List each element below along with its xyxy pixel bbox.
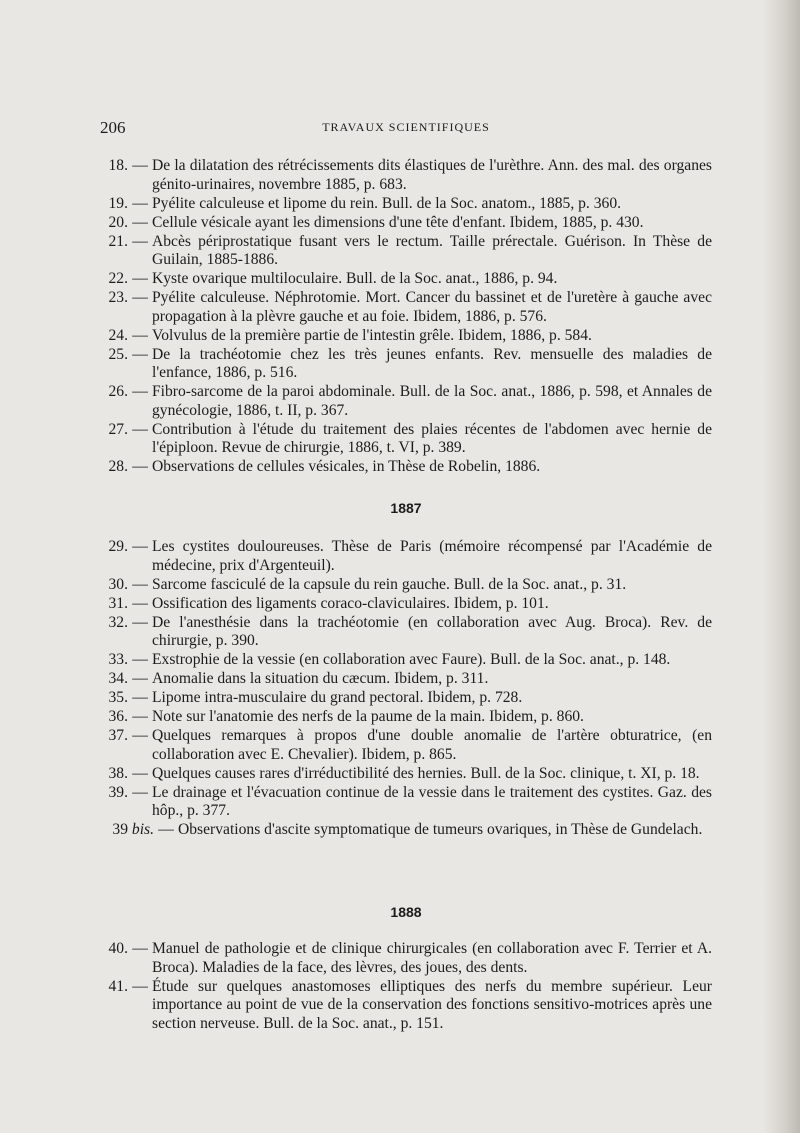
bibliography-entry [100, 289, 712, 326]
entry-number: 21. [108, 232, 128, 250]
entry-text: Observations de cellules vésicales, in Thèse de Robelin, 1886. [152, 458, 541, 475]
entry-text: Volvulus de la première partie de l'intestin grêle. Ibidem, 1886, p. 584. [152, 326, 592, 344]
entry-text: Exstrophie de la vessie (en collaboration avec Faure). Bull. de la Soc. anat., p. 148. [152, 651, 671, 668]
entry-dash: — [132, 194, 148, 212]
entry-dash: — [132, 420, 148, 438]
entry-text: Note sur l'anatomie des nerfs de la paume de la main. Ibidem, p. 860. [152, 708, 584, 725]
bibliography-entry [100, 270, 712, 289]
entry-text: Sarcome fasciculé de la capsule du rein gauche. Bull. de la Soc. anat., p. 31. [152, 575, 627, 593]
entry-number: 39. [108, 783, 128, 801]
entry-dash: — [132, 289, 148, 306]
entry-dash: — [132, 651, 148, 668]
bibliography-entry [100, 708, 712, 727]
entry-dash: — [132, 538, 148, 555]
entry-text: Quelques remarques à propos d'une double anomalie de l'artère obturatrice, (en collaboration avec E. Chevalier). Ibidem, p. 865. [152, 727, 712, 763]
entry-text: Observations d'ascite symptomatique de tumeurs ovariques, in Thèse de Gundelach. [178, 821, 703, 838]
publications-list-1888 [100, 940, 712, 1034]
entry-dash: — [132, 727, 148, 744]
entry-dash: — [132, 326, 148, 344]
entry-number: 30. [108, 575, 128, 593]
entry-dash: — [132, 345, 148, 363]
bibliography-entry [100, 651, 712, 670]
entry-number: 36. [108, 708, 128, 725]
entry-text: Pyélite calculeuse. Néphrotomie. Mort. Cancer du bassinet et de l'uretère à gauche avec propagation à la plèvre gauche et au foie. Ibidem, 1886, p. 576. [152, 289, 712, 325]
entry-text: Anomalie dans la situation du cæcum. Ibidem, p. 311. [152, 670, 489, 687]
entry-number: 27. [108, 420, 128, 438]
entry-text: Contribution à l'étude du traitement des plaies récentes de l'abdomen avec hernie de l'épiploon. Revue de chirurgie, 1886, t. VI, p. 389. [152, 420, 712, 456]
entry-text: Quelques causes rares d'irréductibilité des hernies. Bull. de la Soc. clinique, t. XI, p. 18. [152, 764, 700, 782]
entry-number: 20. [108, 213, 128, 231]
entry-number: 23. [108, 289, 128, 306]
bibliography-entry [100, 689, 712, 708]
bibliography-entry [100, 327, 712, 346]
bibliography-entry [100, 157, 712, 194]
entry-number: 41. [108, 977, 128, 995]
bibliography-entry [100, 233, 712, 270]
bibliography-entry [100, 538, 712, 575]
entry-text: De la dilatation des rétrécissements dits élastiques de l'urèthre. Ann. des mal. des organes génito-urinaires, novembre 1885, p. 683. [152, 157, 712, 193]
year-heading-1888: 1888 [390, 904, 422, 920]
entry-dash: — [132, 613, 148, 631]
entry-number: 29. [108, 538, 128, 555]
bibliography-entry [100, 576, 712, 595]
entry-number: 31. [108, 594, 128, 612]
entry-number: 38. [108, 764, 128, 782]
entry-dash: — [132, 977, 148, 995]
entry-number: 40. [108, 940, 128, 957]
entry-text: De l'anesthésie dans la trachéotomie (en collaboration avec Aug. Broca). Rev. de chirurgie, p. 390. [152, 613, 712, 649]
entry-number: 34. [108, 670, 128, 687]
entry-text: Le drainage et l'évacuation continue de la vessie dans le traitement des cystites. Gaz. des hôp., p. 377. [152, 783, 712, 819]
entry-number: 39 [112, 821, 128, 838]
bibliography-entry [100, 595, 712, 614]
entry-text: Abcès périprostatique fusant vers le rectum. Taille prérectale. Guérison. In Thèse de Guilain, 1885-1886. [152, 232, 712, 268]
entry-number: 32. [108, 613, 128, 631]
running-title: TRAVAUX SCIENTIFIQUES [322, 120, 490, 134]
bibliography-entry [100, 978, 712, 1034]
entry-number: 25. [108, 345, 128, 363]
entry-text: Cellule vésicale ayant les dimensions d'une tête d'enfant. Ibidem, 1885, p. 430. [152, 213, 644, 231]
bibliography-entry [100, 784, 712, 821]
publications-list-1887 [100, 538, 712, 840]
entry-text: Les cystites douloureuses. Thèse de Paris (mémoire récompensé par l'Académie de médecine, prix d'Argenteuil). [152, 538, 712, 574]
bibliography-entry [100, 670, 712, 689]
entry-number: 22. [108, 270, 128, 287]
entry-dash: — [132, 213, 148, 231]
entry-dash: — [158, 821, 174, 838]
entry-dash: — [132, 670, 148, 687]
entry-number: 37. [108, 727, 128, 744]
entry-number: 18. [108, 157, 128, 174]
entry-dash: — [132, 940, 148, 957]
publications-list-1886 [100, 157, 712, 477]
bibliography-entry [100, 421, 712, 458]
entry-dash: — [132, 764, 148, 782]
bibliography-entry [100, 383, 712, 420]
entry-text: Manuel de pathologie et de clinique chirurgicales (en collaboration avec F. Terrier et A. Broca). Maladies de la face, des lèvres, des joues, des dents. [152, 940, 712, 976]
entry-number: 26. [108, 383, 128, 400]
entry-dash: — [132, 708, 148, 725]
entry-dash: — [132, 689, 148, 706]
page-edge-shadow [762, 0, 800, 1133]
entry-number: 35. [108, 689, 128, 706]
entry-text: Pyélite calculeuse et lipome du rein. Bull. de la Soc. anatom., 1885, p. 360. [152, 194, 622, 212]
entry-text: De la trachéotomie chez les très jeunes enfants. Rev. mensuelle des maladies de l'enfance, 1886, p. 516. [152, 345, 712, 381]
entry-number: 24. [108, 326, 128, 344]
bibliography-entry [100, 195, 712, 214]
bibliography-entry [100, 346, 712, 383]
entry-number: 19. [108, 194, 128, 212]
entry-dash: — [132, 157, 148, 174]
bibliography-entry [100, 614, 712, 651]
bibliography-entry [100, 727, 712, 764]
entry-text: Fibro-sarcome de la paroi abdominale. Bull. de la Soc. anat., 1886, p. 598, et Annales de gynécologie, 1886, t. II, p. 367. [152, 383, 712, 419]
entry-dash: — [132, 383, 148, 400]
entry-dash: — [132, 783, 148, 801]
entry-number: 28. [108, 458, 128, 475]
entry-number: 33. [108, 651, 128, 668]
entry-dash: — [132, 232, 148, 250]
entry-text: Ossification des ligaments coraco-claviculaires. Ibidem, p. 101. [152, 594, 549, 612]
bibliography-entry [100, 940, 712, 977]
entry-dash: — [132, 270, 148, 287]
entry-bis: bis. [128, 821, 154, 838]
bibliography-entry [100, 214, 712, 233]
entry-text: Étude sur quelques anastomoses elliptiques des nerfs du membre supérieur. Leur importance au point de vue de la conservation des fonctions sensitivo-motrices après une section nerveuse. Bull. de la Soc. anat., p. 151. [152, 977, 712, 1032]
page-header [100, 118, 712, 138]
page-number: 206 [100, 118, 126, 137]
bibliography-entry [100, 458, 712, 477]
entry-dash: — [132, 458, 148, 475]
entry-text: Kyste ovarique multiloculaire. Bull. de la Soc. anat., 1886, p. 94. [152, 270, 558, 287]
entry-dash: — [132, 575, 148, 593]
entry-dash: — [132, 594, 148, 612]
year-heading-1887: 1887 [390, 500, 422, 516]
entry-text: Lipome intra-musculaire du grand pectoral. Ibidem, p. 728. [152, 689, 523, 706]
bibliography-entry [100, 765, 712, 784]
bibliography-entry [100, 821, 712, 840]
